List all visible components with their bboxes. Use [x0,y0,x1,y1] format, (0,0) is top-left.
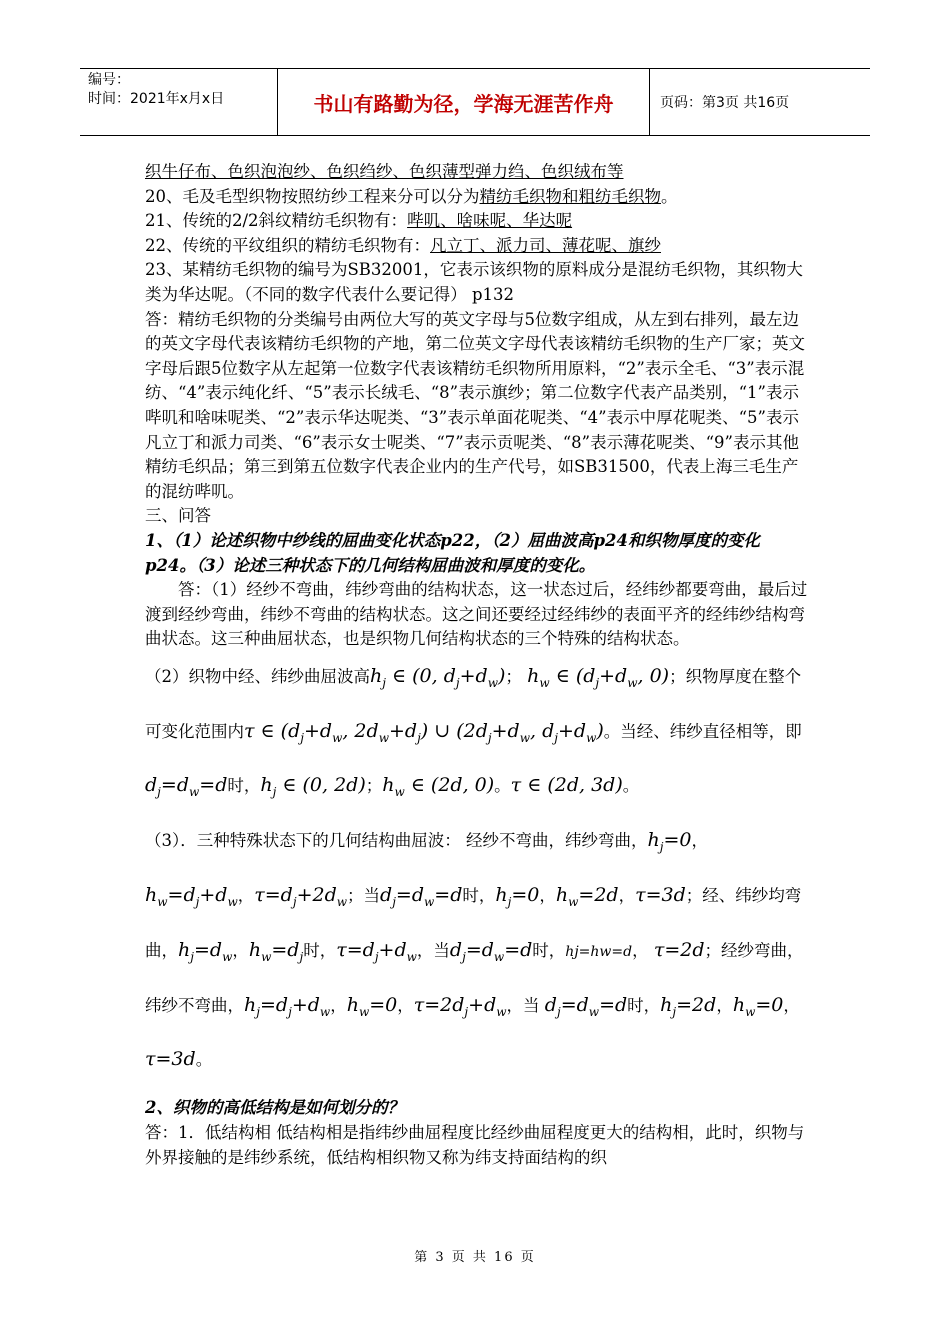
formula-hw-range: $h_w$ ∈ ($d_j+d_w$, 0) [527,664,670,690]
answer-2: 答：1．低结构相 低结构相是指纬纱曲屈程度比经纱曲屈程度更大的结构相，此时，织物与外界接触的是纬纱系统，低结构相织物又称为纬支持面结构的织 [145,1123,805,1167]
header-time: 时间：2021年x月x日 [88,91,225,107]
formula-tau-3d: τ ∈ (2d, 3d) [510,774,623,797]
answer-1-part-1: 答：（1）经纱不弯曲，纬纱弯曲的结构状态，这一状态过后，经纬纱都要弯曲，最后过渡到经纱弯曲，纬纱不弯曲的结构状态。这之间还要经过经纬纱的表面平齐的经纬纱结构弯曲状态。这三种曲屈状态，也是织物几何结构状态的三个特殊的结构状态。 [145,580,808,649]
formula-tau-range: τ ∈ ($d_j+d_w$, $2d_w+d_j$) ∪ ($2d_j+d_w$, $d_j+d_w$) [244,719,604,745]
answer-1-part-3: （3）．三种特殊状态下的几何结构曲屈波： 经纱不弯曲，纬纱弯曲，$h_j=0$， $h_w=d_j+d_w$，$\tau=d_j+2d_w$；当$d_j=d_w=d$时，$h_j=0$，$h_w=2d$，τ=3d；经、纬纱均弯曲，$h_j=d_w$，$h_w=d_j$时，$\tau=d_j+d_w$，当$d_j=d_w=d$时，hj=hw=d， τ=2d；经纱弯曲，纬纱不弯曲，$h_j=d_j+d_w$，$h_w=0$，$\tau=2d_j+d_w$，当 $d_j=d_w=d$时，$h_j=2d$，$h_w=0$，τ=3d。 [145,829,804,1071]
item-23: 23、某精纺毛织物的编号为SB32001，它表示该织物的原料成分是混纺毛织物，其织物大类为华达呢。（不同的数字代表什么要记得） p132 [145,260,803,304]
section-heading: 三、问答 [145,506,211,526]
header-code: 编号： [88,72,130,88]
line-1: 织牛仔布、色织泡泡纱、色织绉纱、色织薄型弹力绉、色织绒布等 [145,162,624,181]
header-meta [80,69,278,135]
page-header [80,68,870,136]
formula-hj-2d: $h_j$ ∈ (0, 2d) [260,774,366,800]
question-1: 1、（1）论述织物中纱线的屈曲变化状态p22，（2）屈曲波高p24和织物厚度的变化p24。（3）论述三种状态下的几何结构屈曲波和厚度的变化。 [145,530,760,575]
header-page: 页码：第3页 共16页 [660,95,790,111]
page-footer: 第 3 页 共 16 页 [414,1250,536,1265]
formula-hw-2d: $h_w$ ∈ (2d, 0) [382,774,495,800]
question-2: 2、织物的高低结构是如何划分的？ [145,1098,404,1118]
answer-1-part-2: （2）织物中经、纬纱曲屈波高$h_j$ ∈ (0, $d_j+d_w$)； $h_w$ ∈ ($d_j+d_w$, 0)；织物厚度在整个可变化范围内τ ∈ ($d_j+d_w$, $2d_w+d_j$) ∪ ($2d_j+d_w$, $d_j+d_w$)。当经、纬纱直径相等，即$d_j=d_w=d$时，$h_j$ ∈ (0, 2d)；$h_w$ ∈ (2d, 0)。τ ∈ (2d, 3d)。 [145,664,802,800]
item-20: 20、毛及毛型织物按照纺纱工程来分可以分为精纺毛织物和粗纺毛织物。 [145,186,678,206]
answer-23: 答：精纺毛织物的分类编号由两位大写的英文字母与5位数字组成，从左到右排列，最左边的英文字母代表该精纺毛织物的产地，第二位英文字母代表该精纺毛织物的生产厂家；英文字母后跟5位数字从左起第一位数字代表该精纺毛织物所用原料，“2”表示全毛、“3”表示混纺、“4”表示纯化纤、“5”表示长绒毛、“8”表示旗纱；第二位数字代表产品类别，“1”表示哔叽和啥味呢类、“2”表示华达呢类、“3”表示单面花呢类、“4”表示中厚花呢类、“5”表示凡立丁和派力司类、“6”表示女士呢类、“7”表示贡呢类、“8”表示薄花呢类、“9”表示其他精纺毛织品；第三到第五位数字代表企业内的生产代号，如SB31500，代表上海三毛生产的混纺哔叽。 [145,309,805,501]
formula-hj-range: $h_j$ ∈ (0, $d_j+d_w$) [370,664,506,690]
item-22: 22、传统的平纹组织的精纺毛织物有：凡立丁、派力司、薄花呢、旗纱 [145,235,661,255]
item-21: 21、传统的2/2斜纹精纺毛织物有：哔叽、啥味呢、华达呢 [145,211,573,231]
header-motto: 书山有路勤为径，学海无涯苦作舟 [278,69,650,135]
formula-equal-diameter: $d_j=d_w=d$ [145,774,228,800]
document-body [145,160,810,1170]
